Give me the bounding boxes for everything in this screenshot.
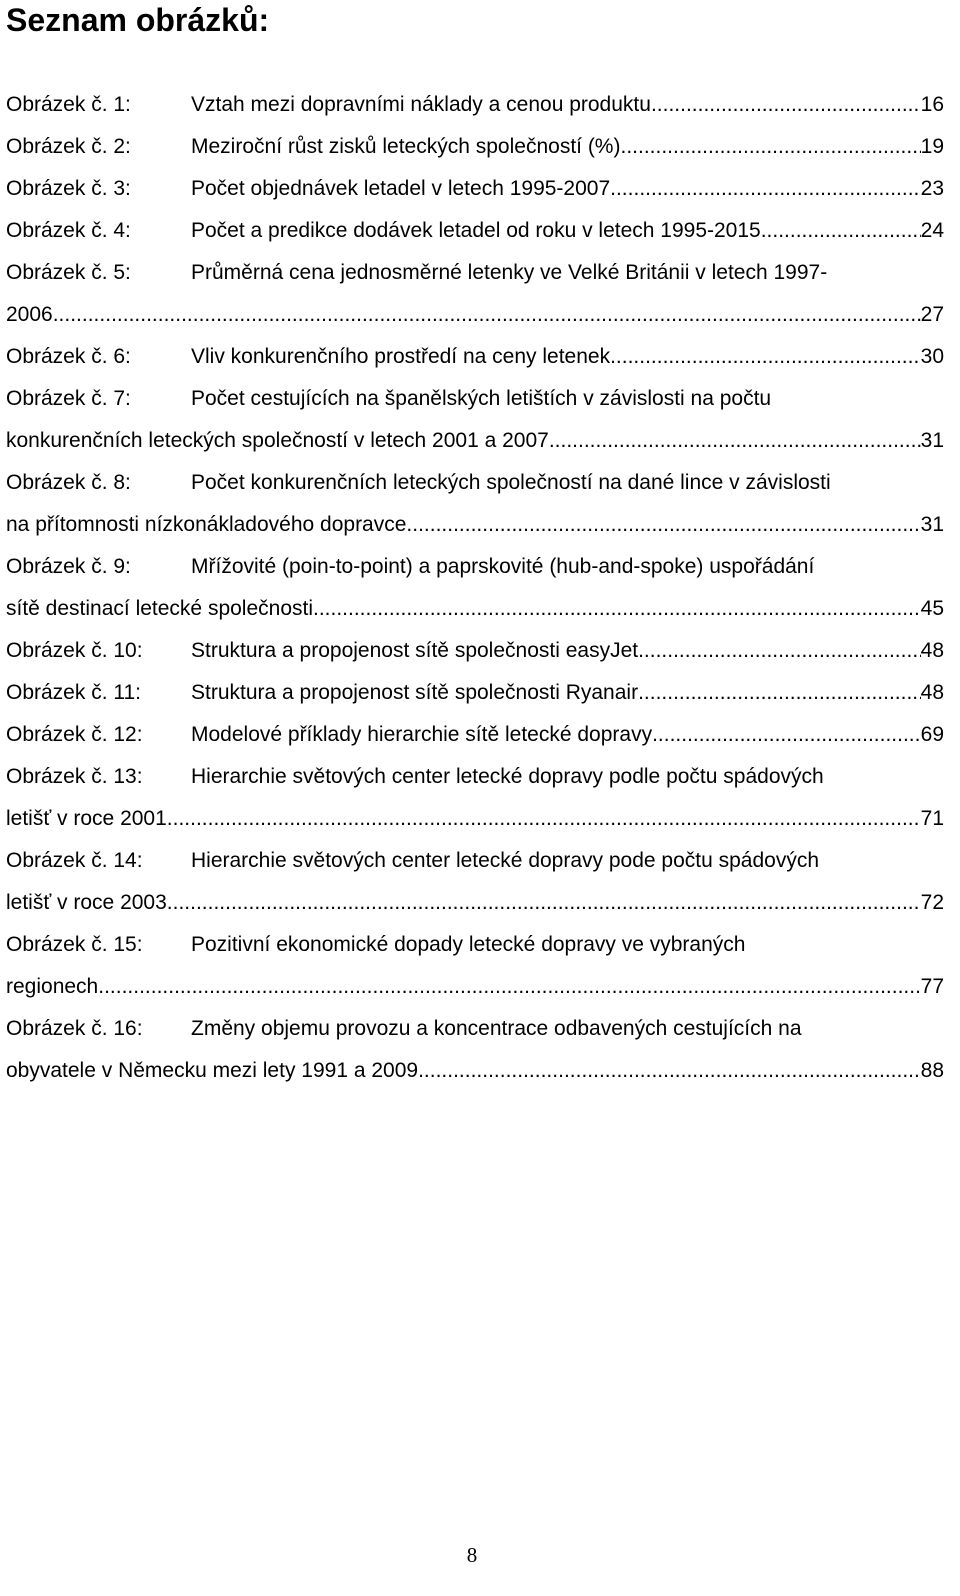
list-item[interactable] [6,378,944,462]
list-item[interactable] [6,1008,944,1092]
figure-caption: Mřížovité (poin-to-point) a paprskovité (hub-and-spoke) uspořádání [191,555,815,578]
page-reference[interactable]: 16 [920,93,944,116]
list-item-line [6,126,944,168]
page-reference[interactable]: 88 [920,1059,944,1082]
list-item-line [6,798,944,840]
list-item-line [6,294,944,336]
figure-label: Obrázek č. 10: [6,639,143,662]
page-reference[interactable]: 24 [920,219,944,242]
page-reference[interactable]: 31 [920,429,944,452]
list-item-line [6,504,944,546]
list-item[interactable] [6,714,944,756]
list-item[interactable] [6,672,944,714]
figure-caption: Hierarchie světových center letecké dopravy podle počtu spádových [191,765,824,788]
dot-leader [652,714,921,756]
dot-leader [549,420,921,462]
page-reference[interactable]: 69 [920,723,944,746]
page-reference[interactable]: 27 [920,303,944,326]
figure-caption: Vliv konkurenčního prostředí na ceny letenek [191,345,611,368]
list-item-line [6,252,944,294]
dot-leader [761,210,921,252]
page-reference[interactable]: 77 [920,975,944,998]
figure-label: Obrázek č. 12: [6,723,143,746]
list-item-line [6,756,944,798]
page-reference[interactable]: 30 [920,345,944,368]
figure-caption: Struktura a propojenost sítě společnosti easyJet [191,639,639,662]
list-item-line [6,924,944,966]
dot-leader [167,798,921,840]
list-item-line [6,462,944,504]
list-item[interactable] [6,756,944,840]
list-item-line [6,336,944,378]
list-item-line [6,546,944,588]
figure-caption: obyvatele v Německu mezi lety 1991 a 2009 [6,1059,419,1082]
list-item-line [6,378,944,420]
list-item[interactable] [6,924,944,1008]
list-item-line [6,84,944,126]
figure-caption: Počet cestujících na španělských letištích v závislosti na počtu [191,387,772,410]
figure-label: Obrázek č. 5: [6,261,131,284]
page-reference[interactable]: 48 [920,681,944,704]
list-item[interactable] [6,630,944,672]
figure-caption: Změny objemu provozu a koncentrace odbavených cestujících na [191,1017,802,1040]
figure-list [6,84,944,1092]
figure-label: Obrázek č. 6: [6,345,131,368]
page-number: 8 [466,1543,478,1567]
list-item[interactable] [6,336,944,378]
dot-leader [610,168,921,210]
figure-caption: konkurenčních leteckých společností v letech 2001 a 2007 [6,429,549,452]
list-item[interactable] [6,462,944,546]
dot-leader [638,672,921,714]
figure-caption: Počet a predikce dodávek letadel od roku v letech 1995-2015 [191,219,761,242]
figure-label: Obrázek č. 13: [6,765,143,788]
dot-leader [406,504,920,546]
list-item-line [6,714,944,756]
dot-leader [418,1050,921,1092]
dot-leader [53,294,921,336]
list-item-line [6,630,944,672]
dot-leader [167,882,921,924]
figure-label: Obrázek č. 1: [6,93,131,116]
figure-caption: na přítomnosti nízkonákladového dopravce [6,513,407,536]
page-reference[interactable]: 19 [920,135,944,158]
figure-label: Obrázek č. 15: [6,933,143,956]
figure-caption: 2006 [6,303,53,326]
figure-label: Obrázek č. 9: [6,555,131,578]
list-item-line [6,1050,944,1092]
figure-caption: Meziroční růst zisků leteckých společností (%). [191,135,627,158]
list-item-line [6,882,944,924]
figure-label: Obrázek č. 16: [6,1017,143,1040]
dot-leader [626,126,920,168]
figure-caption: letišť v roce 2003 [6,891,167,914]
page-title: Seznam obrázků: [6,2,270,38]
figure-label: Obrázek č. 3: [6,177,131,200]
list-item[interactable] [6,168,944,210]
dot-leader [651,84,921,126]
list-item-line [6,420,944,462]
figure-caption: Struktura a propojenost sítě společnosti Ryanair [191,681,639,704]
dot-leader [104,966,921,1008]
page-reference[interactable]: 72 [920,891,944,914]
page-reference[interactable]: 45 [920,597,944,620]
figure-caption: sítě destinací letecké společnosti. [6,597,319,620]
figure-label: Obrázek č. 8: [6,471,131,494]
figure-caption: Počet konkurenčních leteckých společností na dané lince v závislosti [191,471,831,494]
list-item-line [6,966,944,1008]
figure-label: Obrázek č. 11: [6,681,142,704]
figure-label: Obrázek č. 14: [6,849,143,872]
figure-label: Obrázek č. 2: [6,135,131,158]
figure-caption: Modelové příklady hierarchie sítě letecké dopravy [191,723,653,746]
figure-caption: Průměrná cena jednosměrné letenky ve Velké Británii v letech 1997- [191,261,828,284]
list-item-line [6,672,944,714]
list-item-line [6,840,944,882]
list-item-line [6,588,944,630]
figure-caption: regionech. [6,975,105,998]
list-item-line [6,168,944,210]
page-reference[interactable]: 71 [920,807,944,830]
list-item[interactable] [6,210,944,252]
figure-label: Obrázek č. 7: [6,387,131,410]
figure-caption: Pozitivní ekonomické dopady letecké dopravy ve vybraných [191,933,746,956]
figure-label: Obrázek č. 4: [6,219,131,242]
page-reference[interactable]: 31 [920,513,944,536]
list-item[interactable] [6,840,944,924]
dot-leader [610,336,921,378]
page-reference[interactable]: 23 [920,177,944,200]
list-item-line [6,1008,944,1050]
list-item[interactable] [6,126,944,168]
list-item[interactable] [6,546,944,630]
figure-caption: letišť v roce 2001 [6,807,167,830]
list-item-line [6,210,944,252]
dot-leader [638,630,921,672]
figure-caption: Hierarchie světových center letecké dopravy pode počtu spádových [191,849,820,872]
list-item[interactable] [6,84,944,126]
page-reference[interactable]: 48 [920,639,944,662]
figure-caption: Počet objednávek letadel v letech 1995-2007 [191,177,611,200]
dot-leader [319,588,921,630]
figure-caption: Vztah mezi dopravními náklady a cenou produktu [191,93,651,116]
list-item[interactable] [6,252,944,336]
